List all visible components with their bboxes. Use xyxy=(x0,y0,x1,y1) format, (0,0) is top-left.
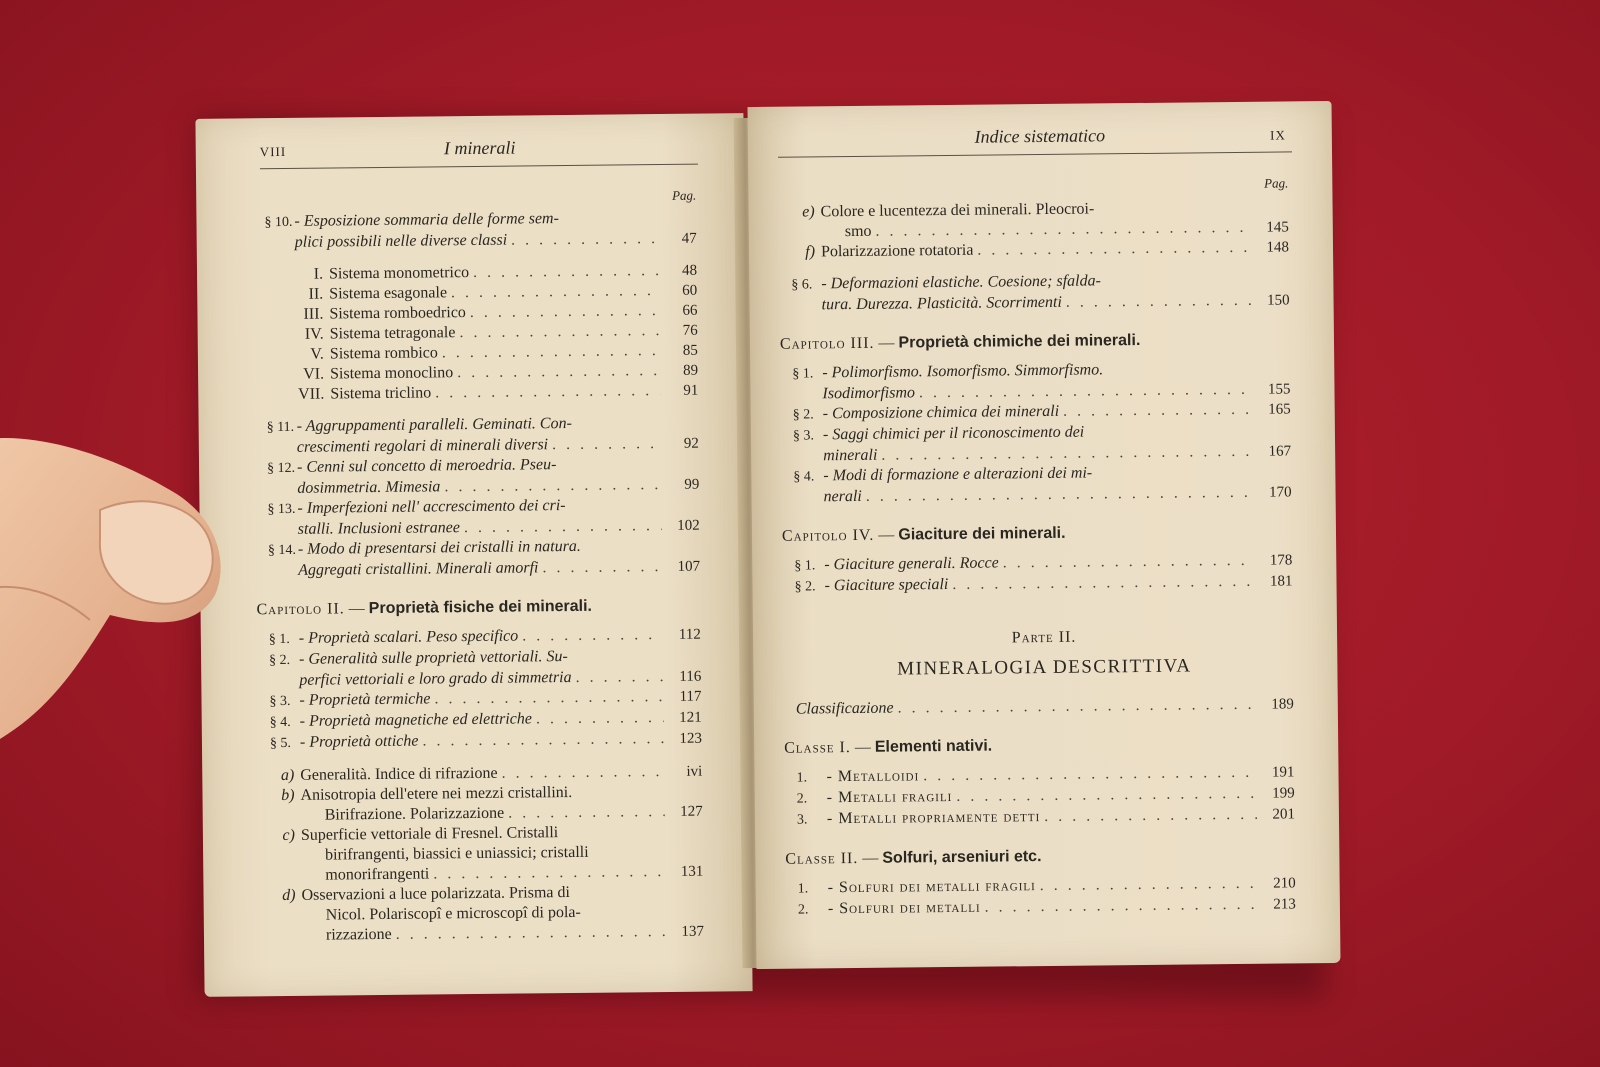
right-header xyxy=(748,123,1332,153)
section-number: § 5. xyxy=(269,735,292,752)
toc-entry-text: - Solfuri dei metalli fragili xyxy=(827,877,1036,897)
toc-entry-text: - Polimorfismo. Isomorfismo. Simmorfismo. xyxy=(822,361,1104,382)
page-ref: 191 xyxy=(1271,764,1295,781)
section-number: § 1. xyxy=(268,631,290,648)
toc-entry-text: Superficie vettoriale di Fresnel. Cristalli xyxy=(300,824,559,844)
toc-entry-text: tura. Durezza. Plasticità. Scorrimenti xyxy=(821,293,1062,314)
toc-entry-text: - Proprietà magnetiche ed elettriche xyxy=(299,710,533,730)
leader-dots xyxy=(473,261,659,283)
toc-entry-text: crescimenti regolari di minerali diversi xyxy=(296,436,549,456)
right-toc xyxy=(779,197,1296,920)
leader-dots xyxy=(1066,291,1252,313)
toc-entry-text: - Giaciture generali. Rocce xyxy=(824,554,999,574)
left-toc xyxy=(256,208,705,946)
page-ref: 116 xyxy=(679,668,702,685)
page-ref: 148 xyxy=(1266,239,1290,256)
toc-entry-text: - Metalli fragili xyxy=(826,787,953,807)
leader-dots xyxy=(1040,874,1258,896)
leader-dots xyxy=(442,341,660,363)
leader-dots xyxy=(1063,400,1253,422)
toc-entry-text: rizzazione xyxy=(325,925,392,944)
toc-entry-text: Classificazione xyxy=(795,699,894,718)
page-ref: 213 xyxy=(1273,896,1296,913)
toc-entry-text: - Proprietà ottiche xyxy=(299,732,419,751)
chapter-dash: — xyxy=(874,526,899,544)
toc-line xyxy=(798,894,1296,920)
toc-line xyxy=(797,804,1295,830)
toc-line xyxy=(796,694,1294,719)
chapter-title: Proprietà chimiche dei minerali. xyxy=(898,331,1141,352)
toc-entry-text: - Giaciture speciali xyxy=(824,576,949,595)
page-ref: 123 xyxy=(679,730,703,747)
item-number: 1. xyxy=(796,770,808,786)
leader-dots xyxy=(511,229,659,251)
section-number: § 2. xyxy=(269,652,291,669)
page-ref: ivi xyxy=(686,763,703,780)
toc-entry-text: - Composizione chimica dei minerali xyxy=(822,402,1060,423)
toc-line xyxy=(793,482,1291,507)
leader-dots xyxy=(464,516,662,538)
page-ref: 107 xyxy=(677,558,701,575)
leader-dots xyxy=(923,763,1256,786)
system-numeral: II. xyxy=(308,285,324,303)
page-ref: 99 xyxy=(684,476,700,493)
subsection-letter: a) xyxy=(280,766,295,785)
page-ref: 89 xyxy=(682,362,699,379)
section-number: § 1. xyxy=(794,558,816,574)
toc-entry-text: Sistema tetragonale xyxy=(329,324,456,343)
page-ref: 199 xyxy=(1272,785,1295,802)
toc-entry-text: - Deformazioni elastiche. Coesione; sfalda- xyxy=(821,272,1101,293)
toc-entry-text: - Aggruppamenti paralleli. Geminati. Con- xyxy=(296,414,572,435)
left-page-number: VIII xyxy=(259,143,287,160)
chapter-title: Elementi nativi. xyxy=(874,737,993,756)
toc-entry-text: Sistema rombico xyxy=(329,344,438,363)
chapter-title: Giaciture dei minerali. xyxy=(898,524,1066,544)
leader-dots xyxy=(434,687,663,709)
leader-dots xyxy=(522,625,663,646)
system-numeral: IV. xyxy=(304,325,324,343)
subsection-letter: f) xyxy=(805,243,816,261)
left-running-title: I minerali xyxy=(443,137,516,159)
item-number: 1. xyxy=(797,881,809,897)
toc-line xyxy=(272,922,704,947)
section-number: § 2. xyxy=(792,407,814,423)
leader-dots xyxy=(866,483,1254,507)
chapter-title: Solfuri, arseniuri etc. xyxy=(882,848,1042,867)
toc-entry-text: smo xyxy=(844,222,872,241)
toc-entry-text: perfici vettoriali e loro grado di simmetria xyxy=(299,668,572,689)
hand-thumb xyxy=(0,420,240,750)
item-number: 3. xyxy=(796,812,808,828)
section-number: § 4. xyxy=(269,714,291,731)
section-number: § 14. xyxy=(267,542,297,559)
page-ref: 178 xyxy=(1269,552,1293,569)
leader-dots xyxy=(536,708,664,729)
toc-entry-text: - Imperfezioni nell' accrescimento dei cri- xyxy=(297,497,566,517)
chapter-dash: — xyxy=(874,334,899,352)
left-page xyxy=(195,113,752,997)
section-number: § 13. xyxy=(267,501,296,518)
part-label: Parte II. xyxy=(1011,628,1077,647)
page-ref: 92 xyxy=(683,435,699,452)
chapter-label: Capitolo IV. xyxy=(781,526,875,545)
toc-entry-text: - Cenni sul concetto di meroedria. Pseu- xyxy=(296,456,557,476)
page-ref: 127 xyxy=(680,803,703,820)
page-ref: 66 xyxy=(682,302,698,319)
leader-dots xyxy=(542,557,662,578)
section-number: § 2. xyxy=(794,579,816,595)
toc-entry-text: stalli. Inclusioni estranee xyxy=(297,519,461,538)
leader-dots xyxy=(433,862,665,884)
page-ref: 91 xyxy=(683,382,699,399)
right-running-title: Indice sistematico xyxy=(974,125,1106,147)
section-number: § 3. xyxy=(269,693,291,710)
toc-entry-text: nerali xyxy=(823,487,862,506)
right-page xyxy=(748,101,1341,969)
page-ref: 167 xyxy=(1268,443,1292,460)
subsection-letter: c) xyxy=(282,826,296,845)
page-ref: 189 xyxy=(1271,696,1294,713)
page-ref: 102 xyxy=(677,517,700,534)
chapter-dash: — xyxy=(850,738,875,757)
toc-entry-text: - Proprietà scalari. Peso specifico xyxy=(298,627,519,647)
toc-entry-text: Birifrazione. Polarizzazione xyxy=(324,804,505,824)
page-ref: 170 xyxy=(1268,484,1292,501)
system-numeral: III. xyxy=(303,305,324,323)
toc-entry-text: Aggregati cristallini. Minerali amorfi xyxy=(298,559,539,579)
leader-dots xyxy=(552,434,661,455)
system-numeral: I. xyxy=(313,265,324,283)
item-number: 2. xyxy=(797,902,809,918)
leader-dots xyxy=(952,572,1254,595)
leader-dots xyxy=(459,321,659,343)
page-ref: 60 xyxy=(682,282,698,299)
toc-entry-text: Osservazioni a luce polarizzata. Prisma di xyxy=(301,884,570,904)
right-page-number: IX xyxy=(1270,127,1286,143)
toc-entry-text: birifrangenti, biassici e uniassici; cristalli xyxy=(325,843,589,864)
page-ref: 76 xyxy=(682,322,698,339)
page-ref: 181 xyxy=(1269,573,1293,590)
toc-entry-text: Sistema monometrico xyxy=(328,264,470,283)
toc-entry-text: dosimmetria. Mimesia xyxy=(297,478,441,497)
toc-entry-text: Anisotropia dell'etere nei mezzi cristallini. xyxy=(300,783,573,804)
right-header-rule xyxy=(778,151,1292,157)
page-ref: 150 xyxy=(1266,292,1290,309)
leader-dots xyxy=(1003,551,1255,574)
toc-line xyxy=(791,290,1289,315)
toc-entry-text: - Esposizione sommaria delle forme sem- xyxy=(294,210,559,230)
section-number: § 10. xyxy=(264,214,293,231)
left-pag-label: Pag. xyxy=(671,187,697,203)
page-ref: 117 xyxy=(679,688,702,705)
toc-entry-text: - Proprietà termiche xyxy=(299,690,431,709)
subsection-letter: b) xyxy=(281,786,295,805)
left-header xyxy=(196,135,744,165)
leader-dots xyxy=(470,301,660,323)
toc-line xyxy=(268,557,700,582)
chapter-heading xyxy=(256,595,700,622)
leader-dots xyxy=(435,381,660,403)
chapter-dash: — xyxy=(344,600,369,618)
leader-dots xyxy=(422,729,664,752)
leader-dots xyxy=(444,475,661,497)
chapter-heading xyxy=(784,732,1294,759)
chapter-label: Classe II. xyxy=(785,849,859,868)
section-number: § 6. xyxy=(791,277,813,293)
toc-entry-text: minerali xyxy=(823,446,878,465)
page-ref: 165 xyxy=(1268,401,1291,418)
toc-entry-text: - Saggi chimici per il riconoscimento dei xyxy=(822,423,1085,444)
section-number: § 4. xyxy=(793,469,815,485)
subsection-letter: e) xyxy=(802,203,815,221)
chapter-label: Classe I. xyxy=(784,739,851,757)
spacer xyxy=(795,592,1293,631)
toc-entry-text: - Metalloidi xyxy=(826,767,920,786)
page-ref: 47 xyxy=(681,230,697,247)
part-title: MINERALOGIA DESCRITTIVA xyxy=(897,655,1192,680)
toc-entry-text: Polarizzazione rotatoria xyxy=(820,241,974,261)
chapter-label: Capitolo III. xyxy=(779,334,875,353)
leader-dots xyxy=(457,361,660,383)
toc-entry-text: - Modi di formazione e alterazioni dei mi- xyxy=(823,464,1093,485)
section-number: § 1. xyxy=(792,366,814,382)
toc-entry-text: Colore e lucentezza dei minerali. Pleocroi- xyxy=(820,200,1095,221)
page-ref: 112 xyxy=(678,626,701,643)
toc-entry-text: Sistema monoclino xyxy=(330,364,454,383)
page-ref: 48 xyxy=(681,262,698,279)
item-number: 2. xyxy=(796,791,808,807)
system-numeral: V. xyxy=(310,345,324,363)
toc-entry-text: Generalità. Indice di rifrazione xyxy=(300,764,498,784)
section-number: § 12. xyxy=(267,460,296,477)
right-pag-label: Pag. xyxy=(1264,175,1289,191)
toc-entry-text: Sistema triclino xyxy=(330,384,432,403)
toc-entry-text: Nicol. Polariscopî e microscopî di pola- xyxy=(325,903,581,924)
page-ref: 121 xyxy=(679,709,702,726)
chapter-label: Capitolo II. xyxy=(256,600,345,619)
toc-entry-text: - Metalli propriamente detti xyxy=(826,808,1041,828)
chapter-dash: — xyxy=(858,849,883,867)
page-ref: 145 xyxy=(1266,219,1289,236)
left-header-rule xyxy=(260,164,698,170)
leader-dots xyxy=(575,667,663,688)
toc-entry-text: monorifrangenti xyxy=(325,865,430,884)
leader-dots xyxy=(956,784,1257,807)
page-ref: 85 xyxy=(682,342,698,359)
subsection-letter: d) xyxy=(282,886,296,905)
chapter-heading xyxy=(782,520,1292,547)
chapter-title: Proprietà fisiche dei minerali. xyxy=(368,597,593,618)
leader-dots xyxy=(501,762,664,784)
toc-entry-text: plici possibili nelle diverse classi xyxy=(294,231,508,251)
system-numeral: VII. xyxy=(298,385,325,403)
toc-entry-text: - Generalità sulle proprietà vettoriali. Su- xyxy=(298,648,568,668)
leader-dots xyxy=(451,281,659,303)
section-number: § 11. xyxy=(266,419,295,436)
page-ref: 201 xyxy=(1272,806,1296,823)
toc-entry-text: Sistema romboedrico xyxy=(329,304,466,323)
toc-entry-text: Sistema esagonale xyxy=(329,284,448,303)
page-ref: 210 xyxy=(1273,875,1296,892)
chapter-heading xyxy=(785,843,1295,870)
leader-dots xyxy=(508,802,665,824)
toc-entry-text: - Modo di presentarsi dei cristalli in natura. xyxy=(297,537,581,558)
chapter-heading xyxy=(780,328,1290,355)
section-number: § 3. xyxy=(792,428,815,444)
leader-dots xyxy=(1044,805,1257,827)
page-ref: 155 xyxy=(1267,381,1291,398)
leader-dots xyxy=(897,695,1255,719)
toc-entry-text: - Solfuri dei metalli xyxy=(827,898,981,918)
system-numeral: VI. xyxy=(303,365,325,383)
toc-entry-text: Isodimorfismo xyxy=(822,384,916,403)
leader-dots xyxy=(396,922,666,945)
page-ref: 131 xyxy=(680,863,704,880)
page-ref: 137 xyxy=(681,923,705,940)
leader-dots xyxy=(984,895,1258,918)
leader-dots xyxy=(977,238,1251,261)
